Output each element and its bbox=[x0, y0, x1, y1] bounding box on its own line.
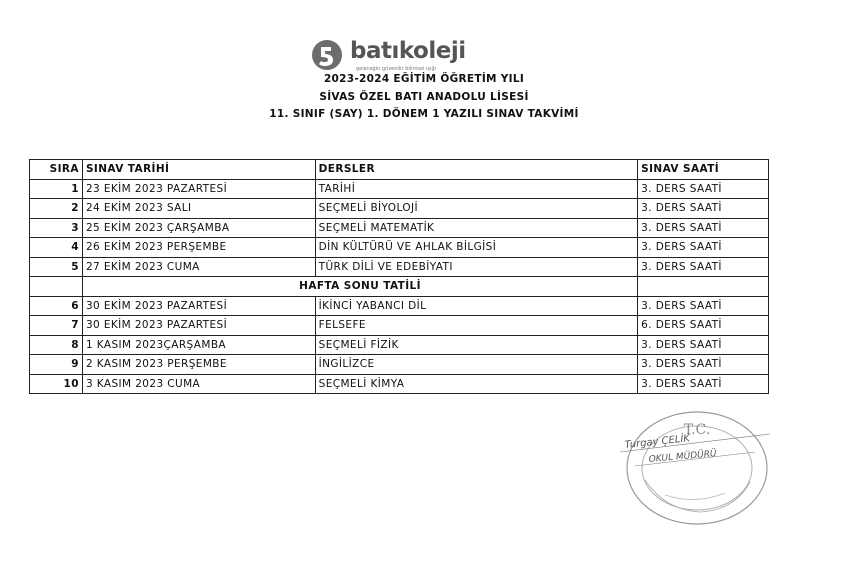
course-cell: FELSEFE bbox=[315, 316, 638, 336]
course-cell: TARİHİ bbox=[315, 179, 638, 199]
table-row bbox=[30, 238, 769, 258]
principal-name: Turgay ÇELİK bbox=[624, 433, 691, 451]
exam-time-cell: 3. DERS SAATİ bbox=[638, 296, 769, 316]
column-header-date: SINAV TARİHİ bbox=[82, 160, 315, 180]
row-number-cell: 4 bbox=[30, 238, 83, 258]
principal-title: OKUL MÜDÜRÜ bbox=[648, 449, 718, 465]
school-logo bbox=[310, 38, 550, 78]
logo-wordmark: batıkoleji bbox=[350, 38, 466, 64]
course-cell: DİN KÜLTÜRÜ VE AHLAK BİLGİSİ bbox=[315, 238, 638, 258]
schedule-rows-week-2 bbox=[30, 296, 769, 394]
exam-date-cell: 1 KASIM 2023ÇARŞAMBA bbox=[82, 335, 315, 355]
principal-seal-stamp bbox=[605, 410, 795, 530]
exam-date-cell: 25 EKİM 2023 ÇARŞAMBA bbox=[82, 218, 315, 238]
exam-date-cell: 30 EKİM 2023 PAZARTESİ bbox=[82, 316, 315, 336]
exam-schedule-table bbox=[29, 159, 769, 394]
exam-time-cell: 3. DERS SAATİ bbox=[638, 374, 769, 394]
course-cell: SEÇMELİ BİYOLOJİ bbox=[315, 199, 638, 219]
exam-date-cell: 23 EKİM 2023 PAZARTESİ bbox=[82, 179, 315, 199]
school-name: SİVAS ÖZEL BATI ANADOLU LİSESİ bbox=[319, 91, 529, 103]
row-number-cell: 5 bbox=[30, 257, 83, 277]
table-row bbox=[30, 316, 769, 336]
course-cell: SEÇMELİ KİMYA bbox=[315, 374, 638, 394]
column-header-sira: SIRA bbox=[30, 160, 83, 180]
table-row bbox=[30, 179, 769, 199]
break-empty-cell bbox=[30, 277, 83, 297]
row-number-cell: 1 bbox=[30, 179, 83, 199]
table-row bbox=[30, 335, 769, 355]
exam-date-cell: 26 EKİM 2023 PERŞEMBE bbox=[82, 238, 315, 258]
exam-date-cell: 30 EKİM 2023 PAZARTESİ bbox=[82, 296, 315, 316]
exam-date-cell: 27 EKİM 2023 CUMA bbox=[82, 257, 315, 277]
exam-time-cell: 3. DERS SAATİ bbox=[638, 238, 769, 258]
exam-date-cell: 2 KASIM 2023 PERŞEMBE bbox=[82, 355, 315, 375]
exam-time-cell: 6. DERS SAATİ bbox=[638, 316, 769, 336]
row-number-cell: 9 bbox=[30, 355, 83, 375]
schedule-rows-week-1 bbox=[30, 179, 769, 277]
course-cell: SEÇMELİ FİZİK bbox=[315, 335, 638, 355]
exam-date-cell: 24 EKİM 2023 SALI bbox=[82, 199, 315, 219]
column-header-course: DERSLER bbox=[315, 160, 638, 180]
table-header-row bbox=[30, 160, 769, 180]
table-row bbox=[30, 257, 769, 277]
exam-schedule-title: 11. SINIF (SAY) 1. DÖNEM 1 YAZILI SINAV TAKVİMİ bbox=[269, 108, 579, 120]
row-number-cell: 8 bbox=[30, 335, 83, 355]
table-row bbox=[30, 374, 769, 394]
table-row bbox=[30, 296, 769, 316]
column-header-time: SINAV SAATİ bbox=[638, 160, 769, 180]
exam-time-cell: 3. DERS SAATİ bbox=[638, 218, 769, 238]
exam-time-cell: 3. DERS SAATİ bbox=[638, 179, 769, 199]
exam-time-cell: 3. DERS SAATİ bbox=[638, 257, 769, 277]
logo-mark-icon bbox=[310, 38, 348, 72]
logo-tagline: geleceğin güvenilir bilimsel ışığı bbox=[356, 66, 437, 72]
exam-time-cell: 3. DERS SAATİ bbox=[638, 335, 769, 355]
course-cell: TÜRK DİLİ VE EDEBİYATI bbox=[315, 257, 638, 277]
academic-year-title: 2023-2024 EĞİTİM ÖĞRETİM YILI bbox=[323, 73, 525, 85]
seal-text: T.C. bbox=[683, 422, 711, 438]
table-row bbox=[30, 355, 769, 375]
course-cell: İNGİLİZCE bbox=[315, 355, 638, 375]
row-number-cell: 10 bbox=[30, 374, 83, 394]
row-number-cell: 6 bbox=[30, 296, 83, 316]
weekend-break-row bbox=[30, 277, 769, 297]
exam-time-cell: 3. DERS SAATİ bbox=[638, 355, 769, 375]
course-cell: SEÇMELİ MATEMATİK bbox=[315, 218, 638, 238]
table-row bbox=[30, 199, 769, 219]
row-number-cell: 7 bbox=[30, 316, 83, 336]
row-number-cell: 2 bbox=[30, 199, 83, 219]
break-empty-cell bbox=[638, 277, 769, 297]
table-row bbox=[30, 218, 769, 238]
row-number-cell: 3 bbox=[30, 218, 83, 238]
weekend-break-label: HAFTA SONU TATİLİ bbox=[82, 277, 637, 297]
course-cell: İKİNCİ YABANCI DİL bbox=[315, 296, 638, 316]
exam-time-cell: 3. DERS SAATİ bbox=[638, 199, 769, 219]
exam-date-cell: 3 KASIM 2023 CUMA bbox=[82, 374, 315, 394]
